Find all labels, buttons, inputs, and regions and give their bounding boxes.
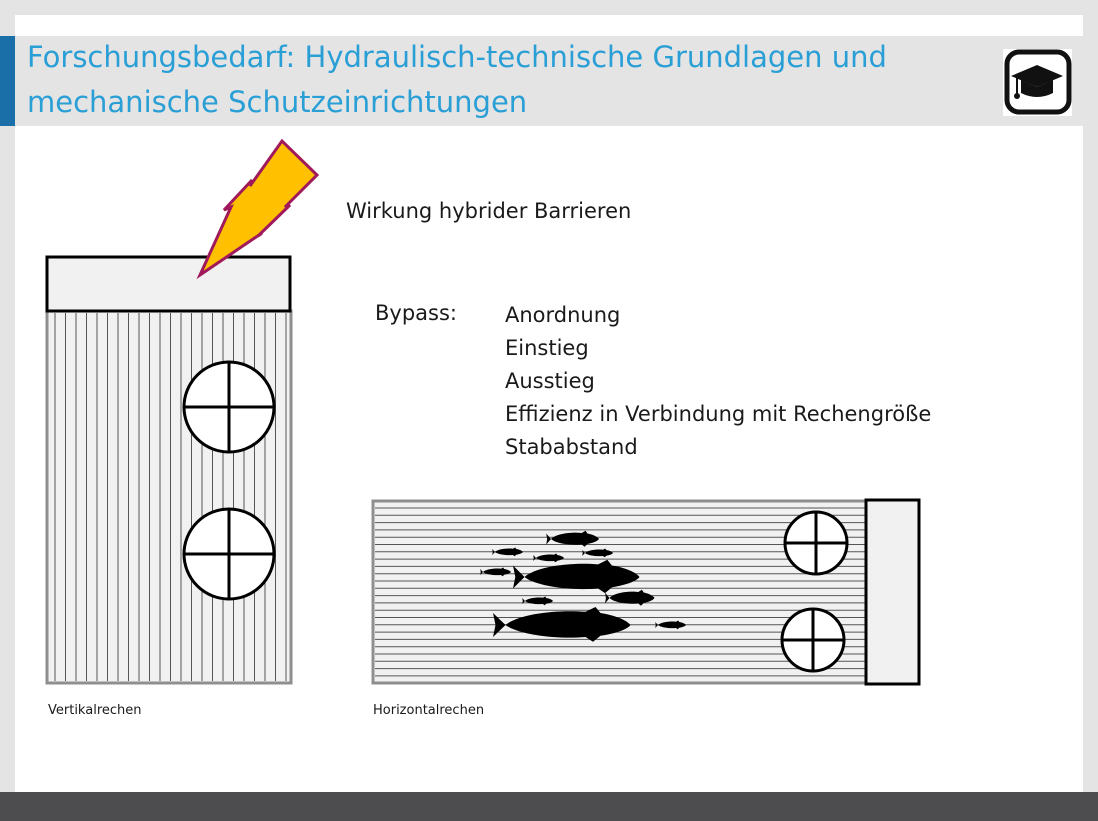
lightning-bolt-icon xyxy=(200,141,317,275)
page-title-line-2: mechanische Schutzeinrichtungen xyxy=(27,85,528,119)
bypass-crosshair-icon xyxy=(184,362,274,452)
bypass-list-item: Anordnung xyxy=(505,303,621,327)
bypass-list-item: Einstieg xyxy=(505,336,589,360)
footer-bar xyxy=(0,792,1098,821)
vertical-screen-caption: Vertikalrechen xyxy=(48,703,142,718)
bypass-crosshair-icon xyxy=(184,509,274,599)
bypass-list-item: Stababstand xyxy=(505,435,638,459)
diagram-subtitle: Wirkung hybrider Barrieren xyxy=(346,199,632,223)
bypass-list-item: Effizienz in Verbindung mit Rechengröße xyxy=(505,402,932,426)
bypass-list-item: Ausstieg xyxy=(505,369,595,393)
bypass-crosshair-icon xyxy=(785,512,847,574)
page-title-line-1: Forschungsbedarf: Hydraulisch-technische Grundlagen und xyxy=(27,40,887,74)
bypass-list xyxy=(505,299,931,464)
horizontal-screen-caption: Horizontalrechen xyxy=(373,703,485,718)
horizontal-screen-cover xyxy=(866,500,919,684)
vertical-screen xyxy=(47,257,291,683)
horizontal-screen xyxy=(373,500,919,684)
vertical-screen-cover xyxy=(47,257,290,311)
bypass-crosshair-icon xyxy=(782,609,844,671)
bypass-label: Bypass: xyxy=(375,301,457,325)
